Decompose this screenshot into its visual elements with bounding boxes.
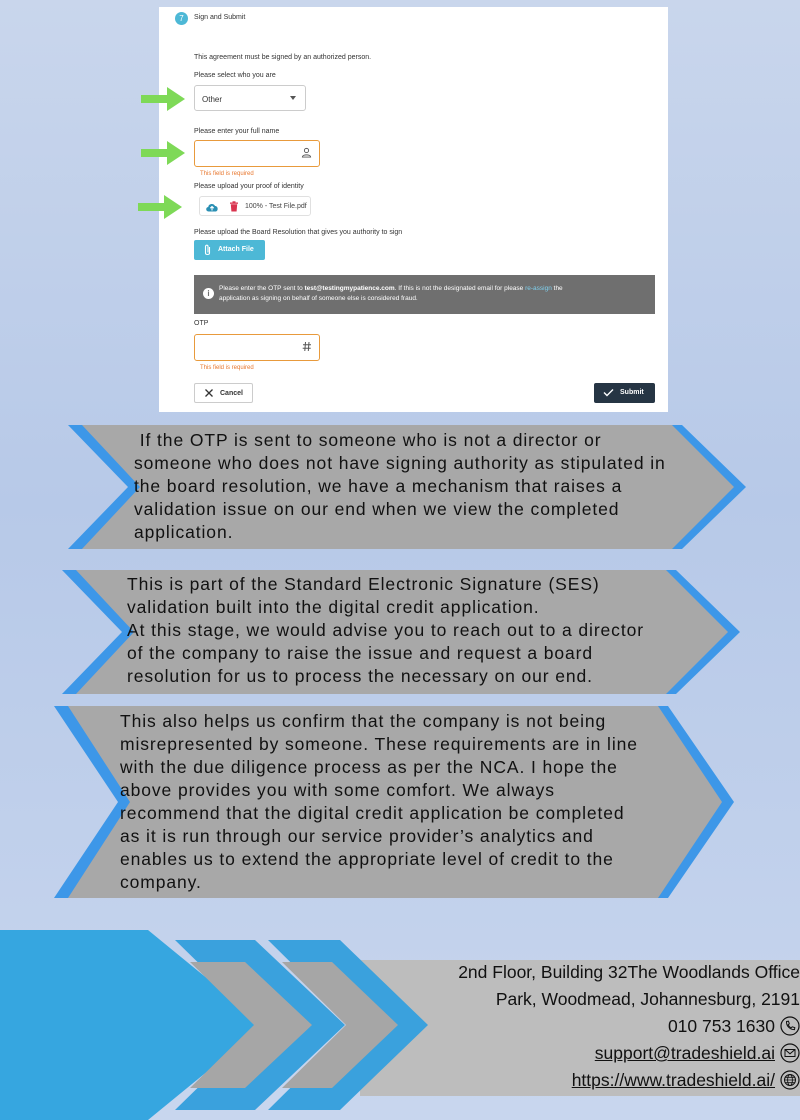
footer-phone: [668, 1016, 800, 1037]
trash-icon[interactable]: [229, 201, 239, 212]
panel-1-line: someone who does not have signing authority as stipulated in: [134, 453, 666, 473]
panel-3-line: enables us to extend the appropriate level of credit to the: [120, 849, 614, 869]
footer-email-link[interactable]: support@tradeshield.ai: [594, 1043, 775, 1063]
panel-3-line: above provides you with some comfort. We always: [120, 780, 555, 800]
panel-3-line: misrepresented by someone. These requirements are in line: [120, 734, 638, 754]
close-icon: [204, 388, 214, 398]
form-screenshot: [159, 7, 668, 412]
notice-text-middle: . If this is not the designated email for please: [394, 285, 526, 292]
footer-email: [595, 1043, 800, 1064]
footer-phone-text: 010 753 1630: [667, 1016, 775, 1036]
panel-2-line: At this stage, we would advise you to reach out to a director: [127, 620, 644, 640]
check-icon: [603, 388, 614, 397]
panel-3-line: recommend that the digital credit application be completed: [120, 803, 625, 823]
submit-label: Submit: [620, 389, 644, 396]
attach-file-button[interactable]: [194, 240, 265, 260]
panel-3-line: This also helps us confirm that the company is not being: [120, 711, 607, 731]
panel-1-line: validation issue on our end when we view the completed: [134, 499, 620, 519]
who-select[interactable]: [194, 85, 306, 111]
mail-icon: [780, 1043, 800, 1063]
attach-file-label: Attach File: [218, 246, 254, 253]
panel-1-line: If the OTP is sent to someone who is not a director or: [134, 430, 602, 450]
highlight-arrow-icon: [139, 85, 187, 113]
who-select-value: Other: [202, 95, 223, 104]
highlight-arrow-icon: [136, 193, 184, 221]
panel-3-line: company.: [120, 872, 202, 892]
panel-3-line: with the due diligence process as per the NCA. I hope the: [120, 757, 618, 777]
footer-address-line-1: 2nd Floor, Building 32The Woodlands Office: [458, 962, 800, 982]
globe-icon: [780, 1070, 800, 1090]
reassign-link[interactable]: re-assign: [525, 285, 552, 292]
otp-input[interactable]: [194, 334, 320, 361]
info-icon: i: [203, 288, 214, 299]
panel-2-line: This is part of the Standard Electronic Signature (SES): [127, 574, 600, 594]
otp-error: This field is required: [200, 365, 254, 371]
cloud-upload-icon[interactable]: [205, 202, 219, 212]
notice-line-1: [219, 285, 563, 292]
full-name-input[interactable]: [194, 140, 320, 167]
footer-website: [572, 1070, 800, 1091]
footer-address-line-2: Park, Woodmead, Johannesburg, 2191: [495, 989, 800, 1009]
notice-text-end: the: [551, 285, 563, 292]
footer-website-link[interactable]: https://www.tradeshield.ai/: [571, 1070, 775, 1090]
panel-1-text: [134, 429, 666, 544]
user-icon: [301, 147, 312, 158]
panel-1-line: application.: [134, 522, 234, 542]
info-panel-2: [60, 570, 744, 694]
cancel-button[interactable]: [194, 383, 253, 403]
notice-line-2: application as signing on behalf of someone else is considered fraud.: [219, 295, 418, 302]
submit-button[interactable]: [594, 383, 655, 403]
cancel-label: Cancel: [220, 390, 243, 397]
otp-label: OTP: [194, 320, 209, 327]
panel-2-line: validation built into the digital credit application.: [127, 597, 540, 617]
notice-text-start: Please enter the OTP sent to: [219, 285, 305, 292]
board-resolution-label: Please upload the Board Resolution that gives you authority to sign: [194, 229, 403, 236]
proof-file-chip: [199, 196, 311, 216]
full-name-error: This field is required: [200, 171, 254, 177]
proof-label: Please upload your proof of identity: [194, 183, 304, 190]
phone-icon: [780, 1016, 800, 1036]
hash-icon: [302, 341, 312, 352]
highlight-arrow-icon: [139, 139, 187, 167]
panel-3-text: [120, 710, 638, 894]
info-panel-1: [66, 425, 750, 549]
paperclip-icon: [203, 244, 212, 256]
chevron-down-icon: [290, 96, 296, 100]
full-name-label: Please enter your full name: [194, 128, 280, 135]
step-number-badge: 7: [175, 12, 188, 25]
panel-1-line: the board resolution, we have a mechanism that raises a: [134, 476, 623, 496]
otp-notice-banner: [194, 275, 655, 314]
panel-2-line: of the company to raise the issue and request a board: [127, 643, 594, 663]
panel-3-line: as it is run through our service provider’s analytics and: [120, 826, 594, 846]
panel-2-line: resolution for us to process the necessary on our end.: [127, 666, 593, 686]
step-title: Sign and Submit: [194, 14, 246, 21]
who-label: Please select who you are: [194, 72, 276, 79]
proof-file-name: 100% - Test File.pdf: [245, 203, 307, 210]
notice-email: test@testingmypatience.com: [304, 285, 395, 292]
agreement-text: This agreement must be signed by an authorized person.: [194, 54, 372, 61]
info-panel-3: [52, 706, 736, 898]
panel-2-text: [127, 573, 644, 688]
